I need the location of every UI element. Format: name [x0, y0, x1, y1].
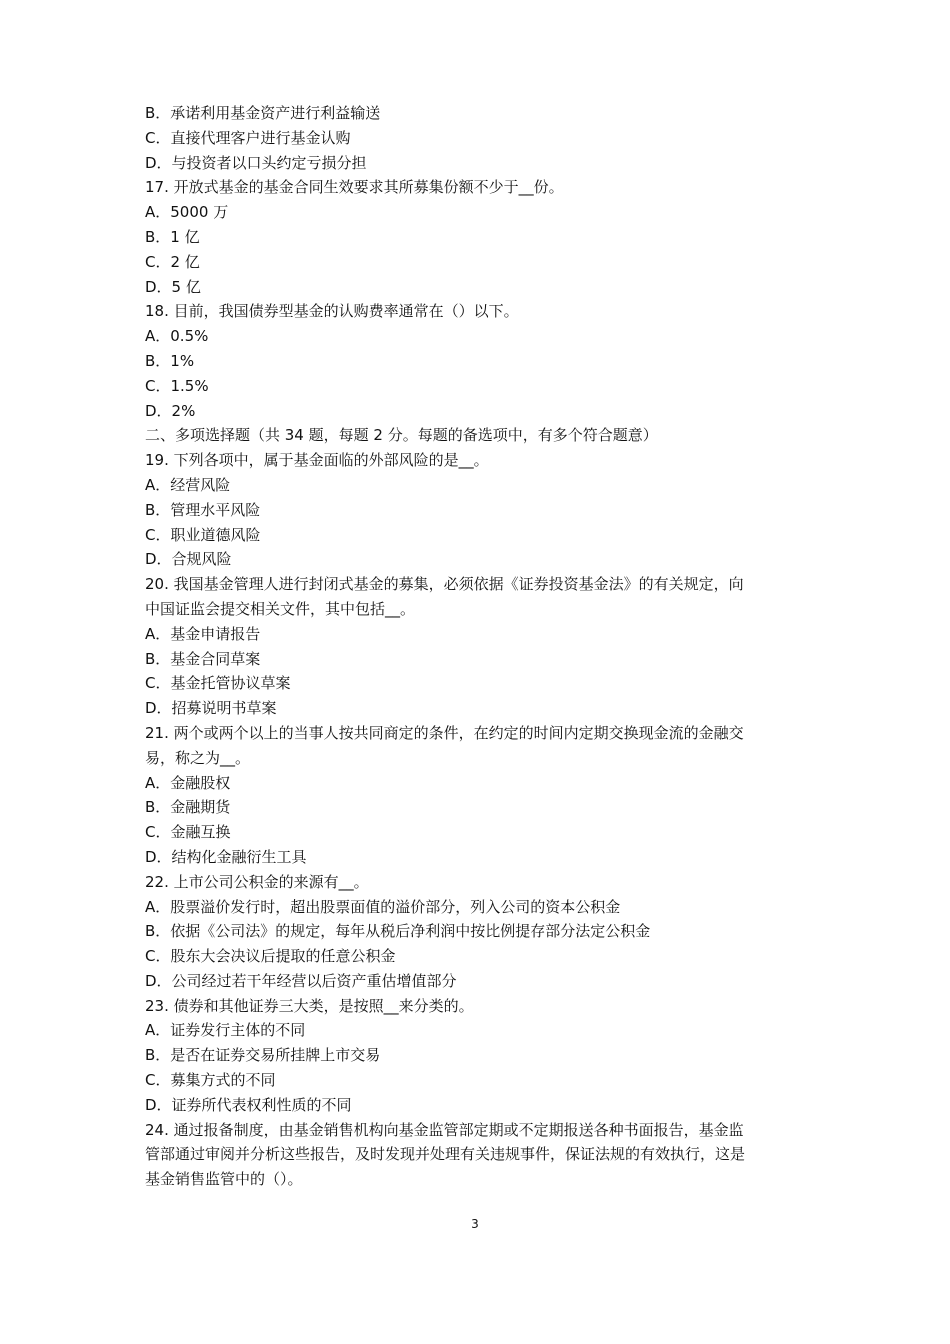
- text-line: C．直接代理客户进行基金认购: [145, 128, 351, 147]
- text-line: 23. 债券和其他证券三大类，是按照__来分类的。: [145, 996, 474, 1015]
- text-line: 22. 上市公司公积金的来源有__。: [145, 872, 369, 891]
- text-line: A．基金申请报告: [145, 624, 261, 643]
- text-line: D．证券所代表权利性质的不同: [145, 1095, 352, 1114]
- text-line: B．是否在证券交易所挂牌上市交易: [145, 1046, 381, 1065]
- text-line: A．金融股权: [145, 773, 231, 792]
- text-line: C．募集方式的不同: [145, 1071, 276, 1090]
- text-line: 中国证监会提交相关文件，其中包括__。: [145, 599, 416, 618]
- text-line: C．1.5%: [145, 376, 209, 395]
- text-line: B．金融期货: [145, 798, 231, 817]
- text-line: A．股票溢价发行时，超出股票面值的溢价部分，列入公司的资本公积金: [145, 897, 621, 916]
- text-line: C．股东大会决议后提取的任意公积金: [145, 947, 396, 966]
- text-line: D．2%: [145, 401, 196, 420]
- text-line: B．1%: [145, 351, 195, 370]
- text-line: 21. 两个或两个以上的当事人按共同商定的条件，在约定的时间内定期交换现金流的金融交: [145, 723, 744, 742]
- text-line: C．职业道德风险: [145, 525, 261, 544]
- text-line: A．0.5%: [145, 327, 209, 346]
- text-line: D．结构化金融衍生工具: [145, 847, 307, 866]
- text-line: B．管理水平风险: [145, 500, 261, 519]
- text-line: B．承诺利用基金资产进行利益输送: [145, 104, 381, 122]
- text-line: 二、多项选择题（共 34 题，每题 2 分。每题的备选项中，有多个符合题意）: [145, 426, 658, 445]
- text-line: 易，称之为__。: [145, 748, 251, 767]
- page-number: 3: [471, 1217, 479, 1231]
- text-line: 17. 开放式基金的基金合同生效要求其所募集份额不少于__份。: [145, 178, 564, 197]
- page-content: [145, 101, 820, 1192]
- text-line: D．与投资者以口头约定亏损分担: [145, 153, 367, 172]
- text-line: 管部通过审阅并分析这些报告，及时发现并处理有关违规事件，保证法规的有效执行，这是: [145, 1145, 746, 1164]
- text-line: C．金融互换: [145, 823, 231, 842]
- text-line: D．公司经过若干年经营以后资产重估增值部分: [145, 971, 457, 990]
- text-line: 基金销售监管中的（）。: [145, 1170, 303, 1189]
- text-line: A．证券发行主体的不同: [145, 1021, 306, 1040]
- text-line: C．基金托管协议草案: [145, 674, 291, 693]
- text-line: B．1 亿: [145, 227, 200, 246]
- text-line: A．经营风险: [145, 475, 231, 494]
- text-line: D．招募说明书草案: [145, 699, 277, 718]
- text-line: B．基金合同草案: [145, 649, 261, 668]
- text-line: A．5000 万: [145, 203, 229, 222]
- text-line: C．2 亿: [145, 252, 200, 271]
- text-line: 24. 通过报备制度，由基金销售机构向基金监管部定期或不定期报送各种书面报告，基金监: [145, 1120, 744, 1139]
- text-line: D．合规风险: [145, 550, 232, 569]
- text-line: 19. 下列各项中，属于基金面临的外部风险的是__。: [145, 451, 489, 470]
- text-line: D．5 亿: [145, 277, 201, 296]
- text-line: 20. 我国基金管理人进行封闭式基金的募集，必须依据《证券投资基金法》的有关规定，向: [145, 575, 744, 594]
- text-line: 18. 目前，我国债券型基金的认购费率通常在（）以下。: [145, 302, 519, 321]
- text-line: B．依据《公司法》的规定，每年从税后净利润中按比例提存部分法定公积金: [145, 922, 651, 941]
